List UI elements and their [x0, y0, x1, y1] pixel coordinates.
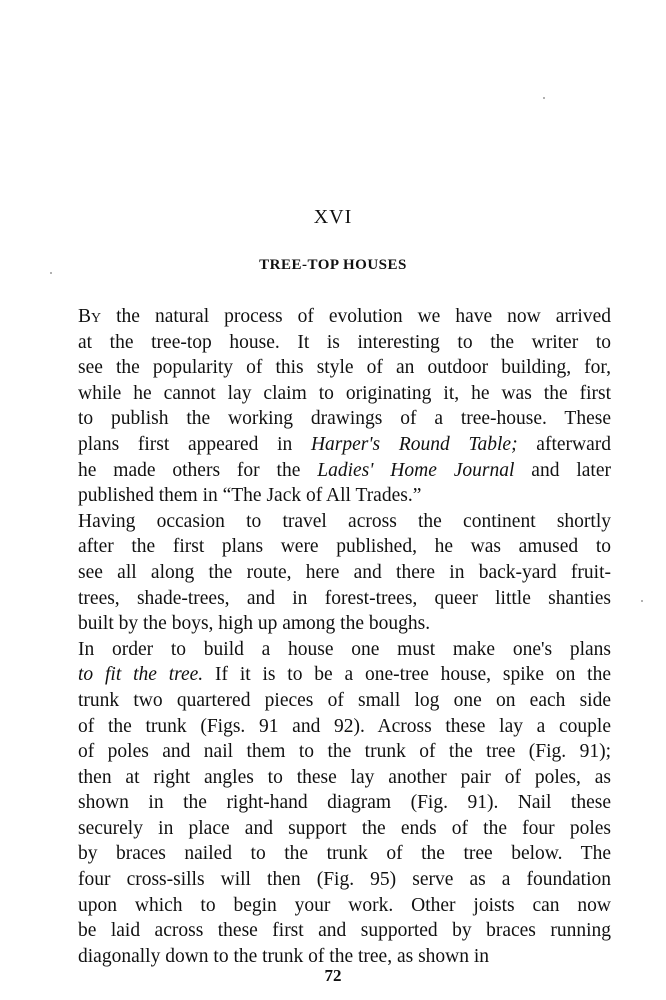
text-run: afterward	[517, 433, 611, 455]
body-text	[55, 304, 611, 969]
text-line	[55, 330, 611, 356]
paragraph	[55, 509, 611, 637]
text-run: upon which to begin your work. Other joists can now	[78, 894, 611, 916]
text-run: see the popularity of this style of an outdoor building, for,	[78, 357, 611, 379]
italic-text: Harper's Round Table;	[310, 433, 518, 455]
text-run: after the first plans were published, he was amused to	[78, 536, 611, 558]
text-line	[55, 867, 611, 893]
text-line	[55, 483, 611, 509]
text-run: and later	[514, 459, 611, 481]
chapter-title: TREE-TOP HOUSES	[259, 257, 407, 273]
text-line	[55, 406, 611, 432]
text-run: to publish the working drawings of a tree-house. These	[78, 408, 611, 430]
text-line	[55, 790, 611, 816]
text-run: Having occasion to travel across the continent shortly	[78, 510, 611, 532]
text-line	[55, 841, 611, 867]
text-run: trees, shade-trees, and in forest-trees, queer little shanties	[78, 587, 611, 609]
text-line	[55, 586, 611, 612]
text-line	[55, 304, 611, 330]
text-run: the natural process of evolution we have now arrived	[101, 306, 611, 327]
text-run: four cross-sills will then (Fig. 95) serve as a foundation	[78, 869, 611, 891]
text-line	[55, 918, 611, 944]
paragraph	[55, 637, 611, 970]
text-line	[55, 688, 611, 714]
text-line	[55, 765, 611, 791]
text-line	[55, 637, 611, 663]
small-caps-text: By	[78, 306, 102, 327]
text-run: of poles and nail them to the trunk of the tree (Fig. 91);	[78, 741, 611, 763]
text-run: at the tree-top house. It is interesting to the writer to	[78, 331, 611, 353]
text-line	[55, 662, 611, 688]
italic-text: Ladies' Home Journal	[317, 459, 515, 481]
text-run: In order to build a house one must make one's plans	[78, 638, 611, 660]
text-run: while he cannot lay claim to originating it, he was the first	[78, 382, 611, 404]
text-run: he made others for the	[78, 459, 318, 481]
text-line	[55, 611, 611, 637]
text-line	[55, 816, 611, 842]
text-run: securely in place and support the ends of the four poles	[78, 817, 611, 839]
text-run: of the trunk (Figs. 91 and 92). Across these lay a couple	[78, 715, 611, 737]
text-line	[55, 534, 611, 560]
text-run: then at right angles to these lay another pair of poles, as	[78, 766, 611, 788]
text-line	[55, 560, 611, 586]
text-line	[55, 739, 611, 765]
text-run: published them in “The Jack of All Trades.”	[78, 485, 422, 507]
text-run: plans first appeared in	[78, 433, 311, 455]
text-line	[55, 714, 611, 740]
page-number: 72	[324, 966, 342, 985]
paper-speck	[641, 600, 643, 602]
text-line	[55, 381, 611, 407]
text-line	[55, 432, 611, 458]
text-line	[55, 458, 611, 484]
italic-text: to fit the tree.	[78, 664, 204, 686]
text-run: diagonally down to the trunk of the tree, as shown in	[78, 945, 490, 967]
text-run: by braces nailed to the trunk of the tree below. The	[78, 843, 611, 865]
text-line	[55, 893, 611, 919]
paragraph	[55, 304, 611, 509]
text-run: trunk two quartered pieces of small log one on each side	[78, 689, 611, 711]
text-run: built by the boys, high up among the boughs.	[78, 613, 431, 635]
text-line	[55, 355, 611, 381]
text-run: see all along the route, here and there in back-yard fruit-	[78, 561, 611, 583]
paper-speck	[543, 97, 545, 99]
text-run: be laid across these first and supported by braces running	[78, 920, 611, 942]
text-line	[55, 509, 611, 535]
text-run: If it is to be a one-tree house, spike on the	[203, 664, 612, 686]
chapter-number: XVI	[313, 206, 353, 228]
text-run: shown in the right-hand diagram (Fig. 91). Nail these	[78, 792, 611, 814]
paper-speck	[50, 272, 52, 274]
